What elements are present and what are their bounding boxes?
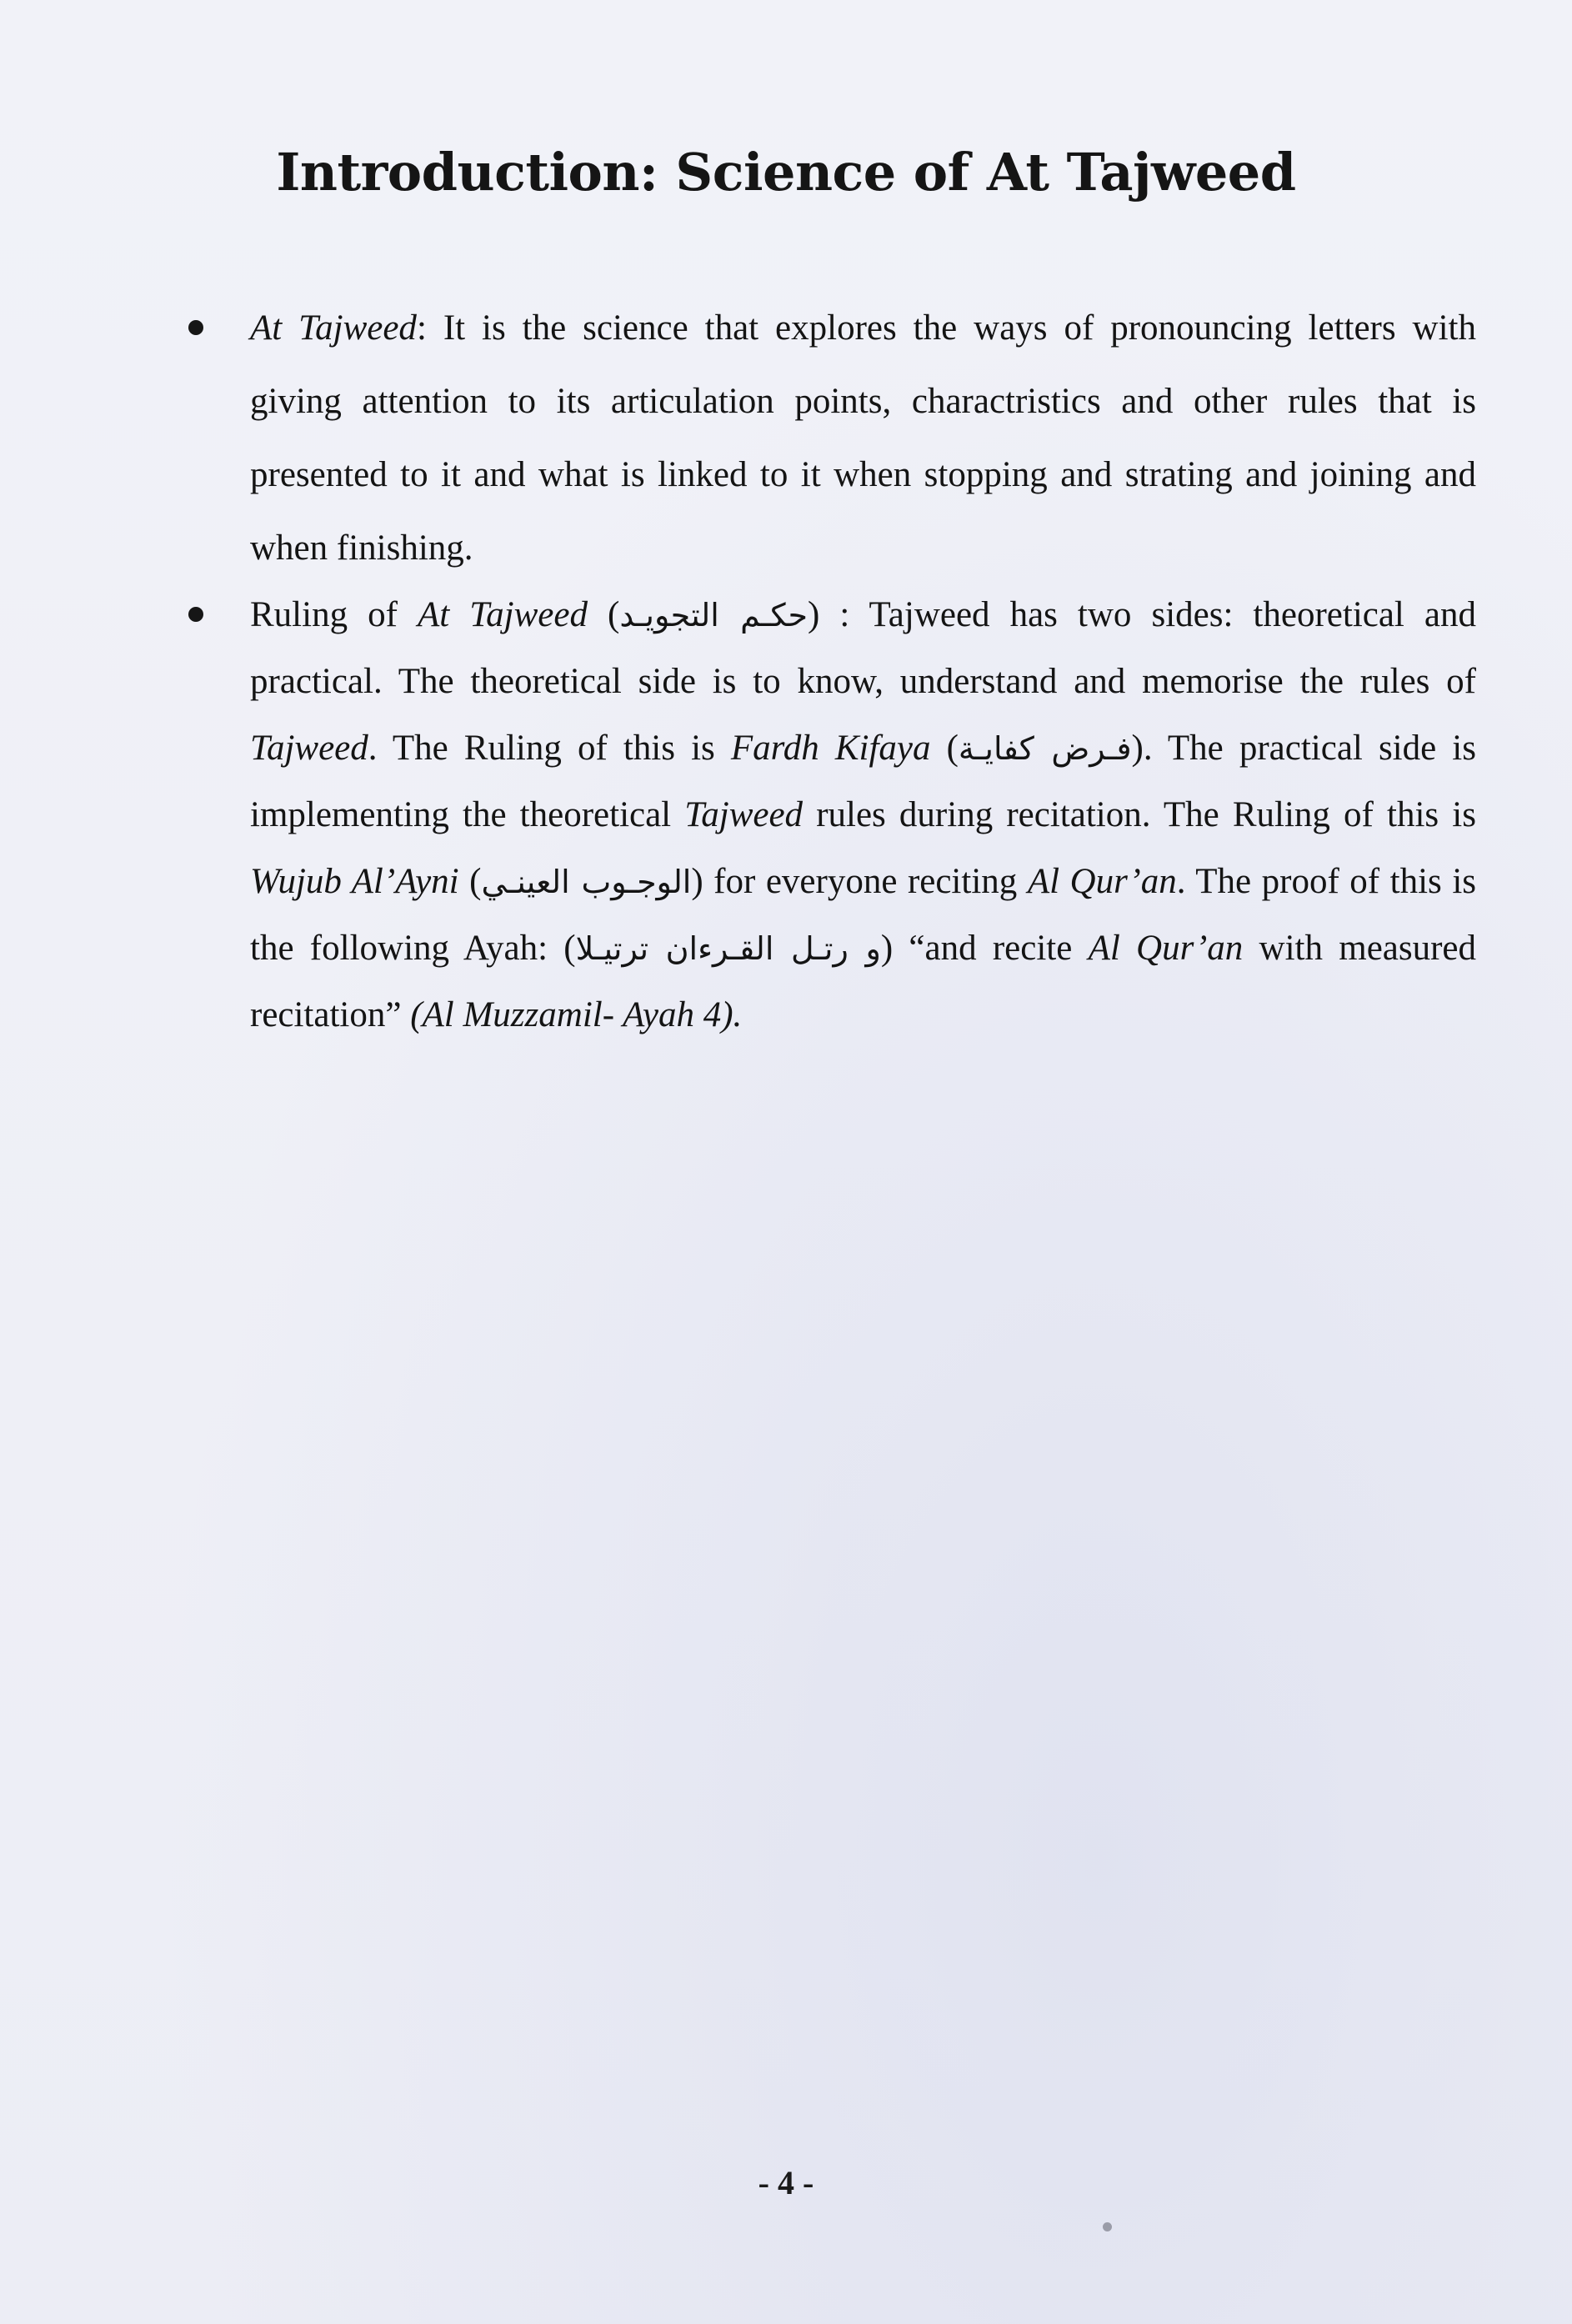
page-number: - 4 - [758, 2164, 814, 2201]
definition-text: : It is the science that explores the ways of pronouncing letters with giving attention to its articulation points, charactristics and other rules that is presented to it and what is linked to it when stopping and strating and joining and when finishing. [250, 308, 1477, 568]
arabic-text: حكـم التجويـد [619, 597, 808, 634]
bullet-item-definition [188, 292, 1476, 585]
ruling-term: Al Qur’an [1088, 929, 1244, 968]
arabic-text: و رتـل القـرءان ترتيـلا [575, 930, 881, 967]
arabic-text: فـرض كفايـة [958, 730, 1132, 767]
ruling-text: ) : Tajweed has two sides: theoretical and practical. The theoretical side is to know, understand and memorise the rules of [250, 595, 1476, 701]
ruling-term: Wujub Al’Ayni [250, 862, 459, 901]
ruling-text: rules during recitation. The Ruling of this is [803, 795, 1476, 834]
ruling-text: . The Ruling of this is [368, 729, 731, 768]
page-title: Introduction: Science of At Tajweed [276, 142, 1296, 203]
bullet-icon [188, 320, 203, 335]
ayah-reference: (Al Muzzamil- Ayah 4). [410, 995, 743, 1034]
bullet-icon [188, 607, 203, 622]
ruling-text: Ruling of [250, 595, 418, 634]
ruling-term: Tajweed [684, 795, 804, 834]
ruling-term: Fardh Kifaya [730, 729, 931, 768]
ruling-text: with measured recitation” [250, 929, 1477, 1034]
ruling-text: ). The practical side is implementing the theoretical [250, 729, 1476, 834]
paper-speck [1103, 2222, 1112, 2231]
ruling-term: At Tajweed [417, 595, 588, 634]
ruling-term: Al Qur’an [1027, 862, 1177, 901]
ruling-term: Tajweed [250, 729, 368, 768]
ruling-text: ( [930, 729, 959, 768]
ruling-text: ( [587, 595, 620, 634]
ruling-text: ( [458, 862, 482, 901]
arabic-text: الوجـوب العينـي [481, 864, 692, 900]
ruling-text: ) “and recite [880, 929, 1089, 968]
page-content [188, 292, 1476, 1049]
term-at-tajweed: At Tajweed [250, 308, 417, 348]
bullet-item-ruling [188, 582, 1476, 1049]
ruling-text: . The proof of this is the following Ayah: ( [250, 862, 1476, 968]
ruling-text: ) for everyone reciting [691, 862, 1028, 901]
